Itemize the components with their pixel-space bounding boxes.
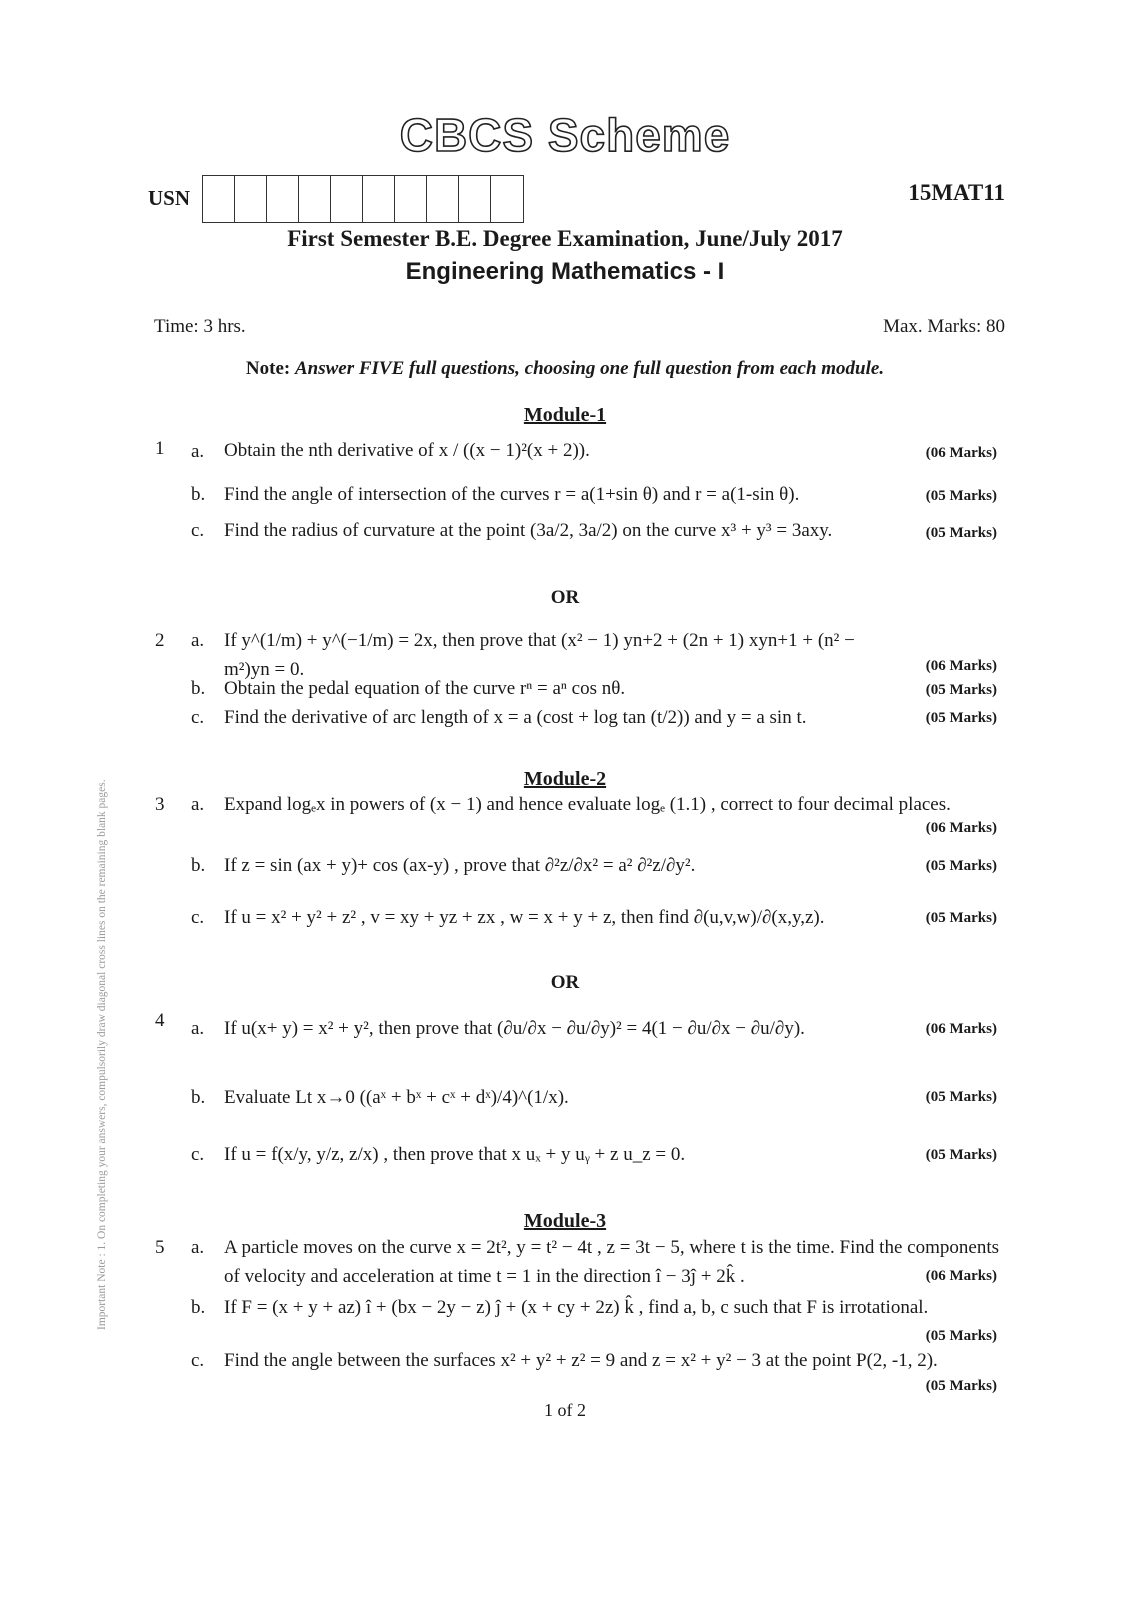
part-label: a. xyxy=(191,1018,205,1039)
usn-box xyxy=(299,176,331,222)
question-number: 5 xyxy=(155,1237,165,1258)
question-text: Obtain the pedal equation of the curve rⁿ = aⁿ cos nθ. xyxy=(224,678,626,699)
part-label: c. xyxy=(191,907,205,928)
usn-box xyxy=(331,176,363,222)
max-marks: Max. Marks: 80 xyxy=(883,316,1005,337)
usn-box xyxy=(203,176,235,222)
usn-box xyxy=(267,176,299,222)
part-label: b. xyxy=(191,1087,206,1108)
side-note: Important Note : 1. On completing your answers, compulsorily draw diagonal cross lines on the remaining blank pages. xyxy=(96,779,108,1330)
marks: (05 Marks) xyxy=(925,1328,997,1344)
question-text: If u = f(x/y, y/z, z/x) , then prove that x uₓ + y uᵧ + z u_z = 0. xyxy=(224,1144,686,1165)
part-label: c. xyxy=(191,1144,205,1165)
question-text: Find the angle between the surfaces x² + y² + z² = 9 and z = x² + y² − 3 at the point P(2, -1, 2). xyxy=(224,1350,938,1371)
part-label: b. xyxy=(191,678,206,699)
question-text: If u(x+ y) = x² + y², then prove that (∂u/∂x − ∂u/∂y)² = 4(1 − ∂u/∂x − ∂u/∂y). xyxy=(224,1018,805,1039)
marks: (05 Marks) xyxy=(925,682,997,698)
page-number: 1 of 2 xyxy=(544,1400,586,1420)
marks: (06 Marks) xyxy=(925,445,997,461)
question-number: 1 xyxy=(155,438,165,459)
marks: (05 Marks) xyxy=(925,710,997,726)
usn-label: USN xyxy=(148,186,191,210)
part-label: c. xyxy=(191,1350,205,1371)
exam-title: First Semester B.E. Degree Examination, June/July 2017 xyxy=(287,226,843,251)
marks: (05 Marks) xyxy=(925,1089,997,1105)
part-label: c. xyxy=(191,707,205,728)
question-text: Obtain the nth derivative of x / ((x − 1)²(x + 2)). xyxy=(224,440,590,461)
question-text: Find the radius of curvature at the point (3a/2, 3a/2) on the curve x³ + y³ = 3axy. xyxy=(224,520,833,541)
question-number: 4 xyxy=(155,1010,165,1031)
question-text: Find the derivative of arc length of x = a (cost + log tan (t/2)) and y = a sin t. xyxy=(224,707,807,728)
part-label: a. xyxy=(191,630,205,651)
question-text: Find the angle of intersection of the curves r = a(1+sin θ) and r = a(1-sin θ). xyxy=(224,484,800,505)
part-label: b. xyxy=(191,484,206,505)
note-label: Note: xyxy=(245,358,291,379)
subject-title: Engineering Mathematics - I xyxy=(405,258,725,285)
usn-box xyxy=(363,176,395,222)
part-label: a. xyxy=(191,794,205,815)
question-text: Expand logₑx in powers of (x − 1) and hence evaluate logₑ (1.1) , correct to four decimal places. xyxy=(224,794,951,815)
module-1-heading: Module-1 xyxy=(523,404,607,426)
or-separator: OR xyxy=(550,587,580,608)
usn-box xyxy=(235,176,267,222)
marks: (06 Marks) xyxy=(925,1021,997,1037)
question-text: If F = (x + y + az) î + (bx − 2y − z) ĵ + (x + cy + 2z) k̂ , find a, b, c such that F is irrotational. xyxy=(224,1297,929,1318)
question-text: If z = sin (ax + y)+ cos (ax-y) , prove that ∂²z/∂x² = a² ∂²z/∂y². xyxy=(224,855,696,876)
marks: (05 Marks) xyxy=(925,1378,997,1394)
usn-box xyxy=(395,176,427,222)
part-label: c. xyxy=(191,520,205,541)
marks: (05 Marks) xyxy=(925,488,997,504)
part-label: a. xyxy=(191,441,205,462)
question-number: 3 xyxy=(155,794,165,815)
usn-box xyxy=(427,176,459,222)
module-3-heading: Module-3 xyxy=(523,1210,607,1232)
usn-boxes xyxy=(202,175,524,223)
question-text: If y^(1/m) + y^(−1/m) = 2x, then prove that (x² − 1) yn+2 + (2n + 1) xyn+1 + (n² − m²)yn = 0. xyxy=(224,630,855,680)
marks: (06 Marks) xyxy=(925,658,997,674)
usn-box xyxy=(459,176,491,222)
marks: (06 Marks) xyxy=(925,1268,997,1284)
cbcs-scheme-logo: CBCS Scheme xyxy=(399,109,731,161)
marks: (05 Marks) xyxy=(925,910,997,926)
module-2-heading: Module-2 xyxy=(523,768,607,790)
question-text: A particle moves on the curve x = 2t², y = t² − 4t , z = 3t − 5, where t is the time. Find the components of velocity and acceleration at time t = 1 in the direction î − 3ĵ + 2k̂ . xyxy=(224,1237,999,1287)
question-text: If u = x² + y² + z² , v = xy + yz + zx , w = x + y + z, then find ∂(u,v,w)/∂(x,y,z). xyxy=(224,907,825,928)
question-text: Evaluate Lt x→0 ((aˣ + bˣ + cˣ + dˣ)/4)^(1/x). xyxy=(224,1087,569,1108)
marks: (05 Marks) xyxy=(925,858,997,874)
subject-code: 15MAT11 xyxy=(908,180,1005,205)
part-label: b. xyxy=(191,1297,206,1318)
usn-box xyxy=(491,176,523,222)
marks: (06 Marks) xyxy=(925,820,997,836)
part-label: b. xyxy=(191,855,206,876)
note-text: Answer FIVE full questions, choosing one full question from each module. xyxy=(294,358,885,379)
marks: (05 Marks) xyxy=(925,525,997,541)
part-label: a. xyxy=(191,1237,205,1258)
marks: (05 Marks) xyxy=(925,1147,997,1163)
instructions-note xyxy=(0,358,1130,380)
or-separator: OR xyxy=(550,972,580,993)
question-number: 2 xyxy=(155,630,165,651)
exam-time: Time: 3 hrs. xyxy=(154,316,246,337)
